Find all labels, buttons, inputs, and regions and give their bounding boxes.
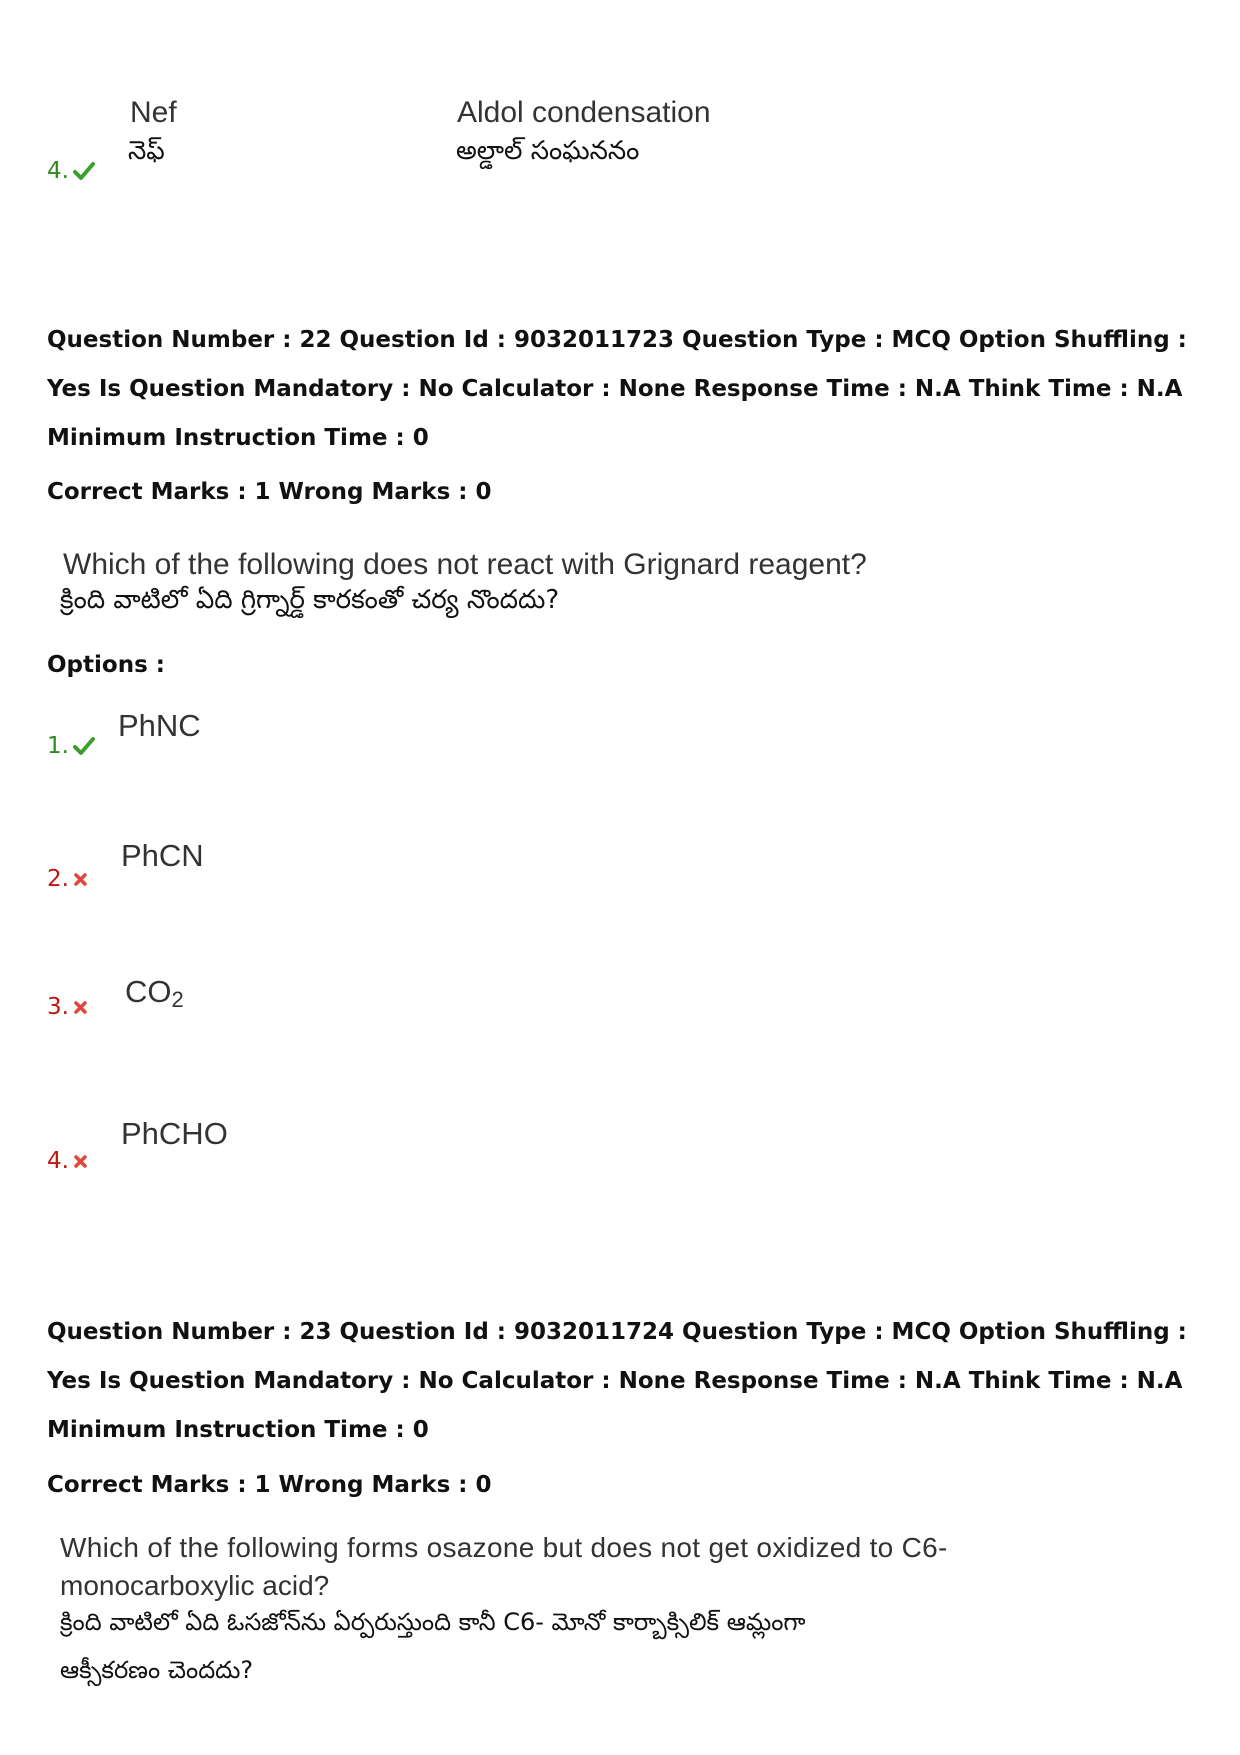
option-2-text: PhCN [121,838,204,873]
question-23-text-en-line1: Which of the following forms osazone but does not get oxidized to C6- [60,1532,948,1563]
option-1-number [47,733,95,759]
option-2-number [47,866,88,892]
check-icon [73,161,95,181]
question-23-text-te-line2: ఆక్సీకరణం చెందదు? [60,1656,254,1684]
cross-icon [73,1000,88,1015]
cross-icon [73,872,88,887]
option-number-label: 1. [47,733,69,759]
option-right-te: అల్డాల్ సంఘననం [456,136,640,166]
option-3-number [47,994,88,1020]
question-23-text-te-line1: క్రింది వాటిలో ఏది ఓసజోన్‌ను ఏర్పరుస్తుంది కానీ C6- మోనో కార్బాక్సిలిక్ ఆమ్లంగా [60,1608,806,1636]
option-1-text: PhNC [118,708,201,743]
cross-icon [73,1154,88,1169]
option-4-number [47,1148,88,1174]
question-23-marks: Correct Marks : 1 Wrong Marks : 0 [47,1472,492,1498]
check-icon [73,736,95,756]
option-number-label: 2. [47,866,69,892]
options-label: Options : [47,652,165,678]
option-3-text-main: CO [125,974,172,1009]
option-number-label: 4. [47,158,69,184]
option-right-en: Aldol condensation [457,96,711,129]
question-22-text-te: క్రింది వాటిలో ఏది గ్రిగ్నార్డ్ కారకంతో చర్య నొందదు? [60,585,560,615]
question-23-meta: Question Number : 23 Question Id : 9032011724 Question Type : MCQ Option Shuffling : Yes Is Question Mandatory : No Calculator : None Response Time : N.A Think Time : N.A Minimum Instruction Time : 0 [47,1319,1187,1443]
option-left-te: నెఫ్ [128,136,165,166]
option-4-text: PhCHO [121,1116,228,1151]
option-number-label: 4. [47,1148,69,1174]
option-3-text [125,974,184,1013]
option-number-label: 3. [47,994,69,1020]
option-number-correct [47,158,95,184]
question-22-marks: Correct Marks : 1 Wrong Marks : 0 [47,479,492,505]
option-left-en: Nef [130,96,177,129]
question-22-text-en: Which of the following does not react with Grignard reagent? [63,548,867,581]
question-23-text-en-line2: monocarboxylic acid? [60,1570,330,1601]
question-22-meta: Question Number : 22 Question Id : 9032011723 Question Type : MCQ Option Shuffling : Yes Is Question Mandatory : No Calculator : None Response Time : N.A Think Time : N.A Minimum Instruction Time : 0 [47,327,1187,451]
option-3-text-sub: 2 [171,987,184,1012]
